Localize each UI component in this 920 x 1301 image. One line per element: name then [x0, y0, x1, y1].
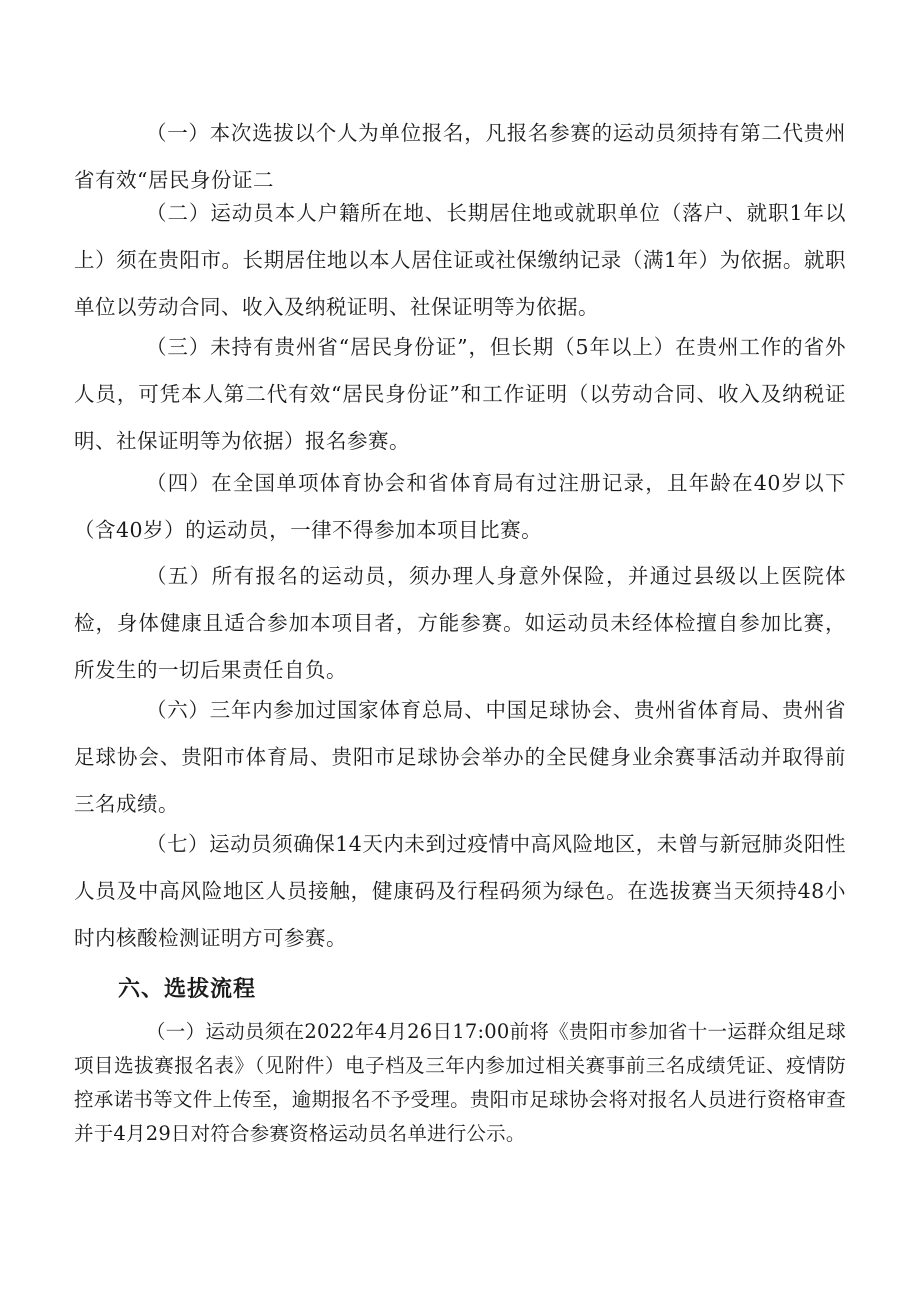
- paragraph-7: （七）运动员须确保14天内未到过疫情中高风险地区，未曾与新冠肺炎阳性人员及中高风险地区人员接触，健康码及行程码须为绿色。在选拔赛当天须持48小时内核酸检测证明方可参赛。: [74, 832, 846, 950]
- paragraph-6: （六）三年内参加过国家体育总局、中国足球协会、贵州省体育局、贵州省足球协会、贵阳市体育局、贵阳市足球协会举办的全民健身业余赛事活动并取得前三名成绩。: [74, 698, 846, 816]
- paragraph-4: （四）在全国单项体育协会和省体育局有过注册记录，且年龄在40岁以下（含40岁）的运动员，一律不得参加本项目比赛。: [74, 471, 846, 542]
- paragraph-8: （一）运动员须在2022年4月26日17:00前将《贵阳市参加省十一运群众组足球项目选拔赛报名表》（见附件）电子档及三年内参加过相关赛事前三名成绩凭证、疫情防控承诺书等文件上传至，逾期报名不予受理。贵阳市足球协会将对报名人员进行资格审查并于4月29日对符合参赛资格运动员名单进行公示。: [74, 1020, 846, 1145]
- paragraph-5: （五）所有报名的运动员，须办理人身意外保险，并通过县级以上医院体检，身体健康且适合参加本项目者，方能参赛。如运动员未经体检擅自参加比赛，所发生的一切后果责任自负。: [74, 564, 846, 682]
- paragraph-2: （二）运动员本人户籍所在地、长期居住地或就职单位（落户、就职1年以上）须在贵阳市。长期居住地以本人居住证或社保缴纳记录（满1年）为依据。就职单位以劳动合同、收入及纳税证明、社保证明等为依据。: [74, 201, 846, 319]
- section-heading-selection-process: 六、选拔流程: [118, 977, 257, 1002]
- paragraph-1: （一）本次选拔以个人为单位报名，凡报名参赛的运动员须持有第二代贵州省有效“居民身份证二: [74, 121, 846, 192]
- paragraph-3: （三）未持有贵州省“居民身份证”，但长期（5年以上）在贵州工作的省外人员，可凭本人第二代有效“居民身份证”和工作证明（以劳动合同、收入及纳税证明、社保证明等为依据）报名参赛。: [74, 335, 846, 453]
